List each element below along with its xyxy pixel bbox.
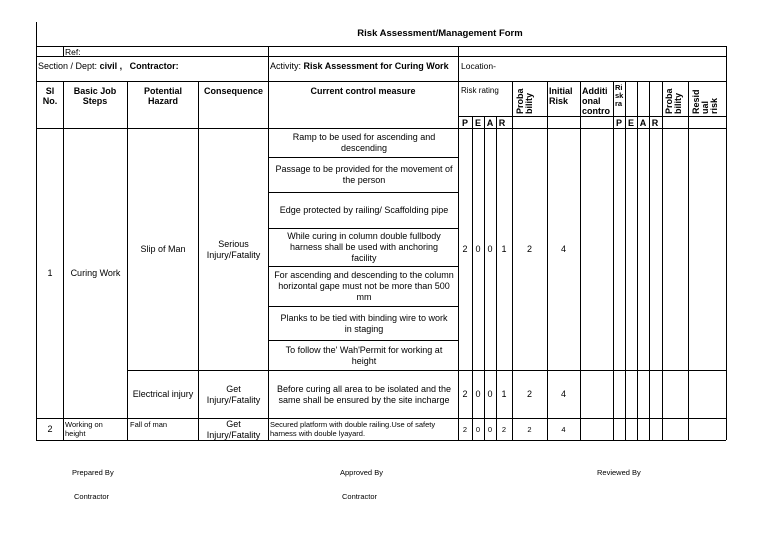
row-1-hazard-2: Electrical injury xyxy=(132,389,194,399)
row-1-sl: 1 xyxy=(47,268,53,278)
rating-e: 0 xyxy=(475,425,481,434)
header-initial-risk: Initial Risk xyxy=(549,86,573,106)
rating-a: 0 xyxy=(487,425,493,434)
header-current-control: Current control measure xyxy=(310,86,416,96)
header-risk-rating-2: Ri sk ra xyxy=(615,84,624,108)
header-probability: Proba bility xyxy=(515,88,534,114)
rating-e: 0 xyxy=(475,389,481,399)
control-measure: Planks to be tied with binding wire to work in staging xyxy=(280,312,448,334)
row-1-consequence-1: Serious Injury/Fatality xyxy=(206,238,261,260)
rating-r: 1 xyxy=(501,244,507,254)
control-measure: Ramp to be used for ascending and descending xyxy=(292,132,436,153)
header-a-2: A xyxy=(639,118,647,128)
section-dept xyxy=(38,61,179,71)
row-2-hazard: Fall of man xyxy=(130,420,168,429)
control-measure: While curing in column double fullbody harness shall be used with anchoring facility xyxy=(287,231,441,263)
header-probability-2: Proba bility xyxy=(664,88,683,114)
location-label: Location- xyxy=(461,61,496,71)
contractor-label: Contractor: xyxy=(129,61,179,71)
control-measure: To follow the' Wah'Permit for working at height xyxy=(285,344,443,366)
activity-value: Risk Assessment for Curing Work xyxy=(303,61,449,71)
ref-label: Ref: xyxy=(65,47,81,57)
row-2-sl: 2 xyxy=(47,424,53,434)
header-p-2: P xyxy=(615,118,622,128)
section-label: Section / Dept: xyxy=(38,61,98,71)
initial-risk-value: 4 xyxy=(560,389,566,399)
probability-value: 2 xyxy=(526,389,532,399)
prepared-role: Contractor xyxy=(74,492,110,501)
rating-a: 0 xyxy=(487,389,493,399)
approved-role: Contractor xyxy=(342,492,378,501)
header-residual-risk: Resid ual risk xyxy=(691,89,719,114)
header-basic-job-steps: Basic Job Steps xyxy=(73,86,117,106)
control-measure: Passage to be provided for the movement of the person xyxy=(275,164,453,185)
approved-by-label: Approved By xyxy=(340,468,383,477)
header-r-2: R xyxy=(651,118,659,128)
header-e-2: E xyxy=(627,118,634,128)
header-r: R xyxy=(498,118,506,128)
header-e: E xyxy=(474,118,481,128)
rating-p: 2 xyxy=(462,389,468,399)
prepared-by-label: Prepared By xyxy=(72,468,114,477)
rating-p: 2 xyxy=(462,244,468,254)
header-p: P xyxy=(461,118,468,128)
row-2-consequence: Get Injury/Fatality xyxy=(206,418,261,440)
row-1-hazard-1: Slip of Man xyxy=(140,244,186,254)
initial-risk-value: 4 xyxy=(561,425,566,434)
row-1-consequence-2: Get Injury/Fatality xyxy=(206,383,261,405)
activity xyxy=(270,61,456,71)
rating-r: 2 xyxy=(501,425,507,434)
probability-value: 2 xyxy=(527,425,532,434)
rating-p: 2 xyxy=(462,425,468,434)
header-potential-hazard: Potential Hazard xyxy=(143,86,182,106)
rating-a: 0 xyxy=(487,244,493,254)
control-measure: Secured platform with double railing.Use of safety harness with double lyayard. xyxy=(270,420,436,438)
row-1-step: Curing Work xyxy=(70,268,121,278)
rating-e: 0 xyxy=(475,244,481,254)
header-sl-no: Sl No. xyxy=(42,86,58,106)
control-measure: Before curing all area to be isolated and the same shall be ensured by the site incharge xyxy=(276,383,452,405)
reviewed-by-label: Reviewed By xyxy=(597,468,641,477)
initial-risk-value: 4 xyxy=(560,244,566,254)
activity-label: Activity: xyxy=(270,61,302,71)
probability-value: 2 xyxy=(526,244,532,254)
header-risk-rating: Risk rating xyxy=(461,86,499,95)
control-measure: Edge protected by railing/ Scaffolding pipe xyxy=(279,205,449,215)
section-value: civil , xyxy=(99,61,123,71)
header-additional-control: Additi onal contro xyxy=(582,86,610,116)
row-2-step: Working on height xyxy=(65,420,103,438)
control-measure: For ascending and descending to the column horizontal gape must not be more than 500 mm xyxy=(274,270,454,302)
form-title: Risk Assessment/Management Form xyxy=(357,28,523,39)
rating-r: 1 xyxy=(501,389,507,399)
header-a: A xyxy=(486,118,494,128)
header-consequence: Consequence xyxy=(203,86,263,96)
